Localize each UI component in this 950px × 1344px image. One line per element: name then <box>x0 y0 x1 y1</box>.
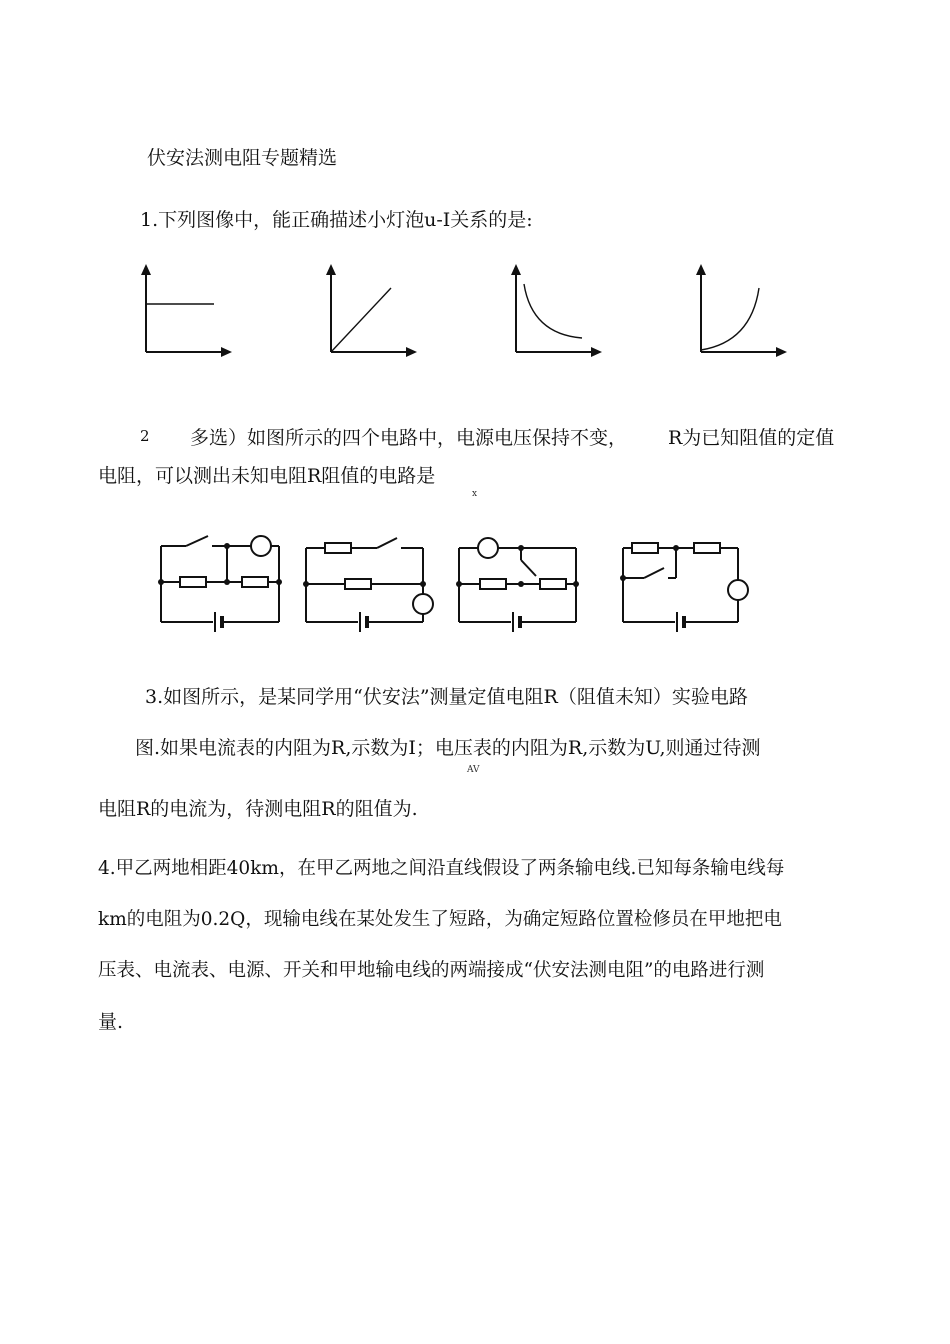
circuit-a <box>150 530 290 640</box>
question-1-text: 1.下列图像中，能正确描述小灯泡u-I关系的是: <box>140 209 533 231</box>
question-3-line3: 电阻R的电流为，待测电阻R的阻值为. <box>98 798 418 820</box>
question-4-line4: 量. <box>98 1011 124 1033</box>
question-2-number: 2 <box>140 427 150 445</box>
graph-b-straight-line <box>315 262 425 362</box>
graph-a-horizontal-line <box>130 262 240 362</box>
circuit-b <box>295 530 445 640</box>
question-2-line1: 多选）如图所示的四个电路中，电源电压保持不变， <box>190 427 628 449</box>
question-4-line3: 压表、电流表、电源、开关和甲地输电线的两端接成“伏安法测电阻”的电路进行测 <box>98 960 765 981</box>
circuit-d <box>612 530 762 640</box>
question-3-line1: 3.如图所示，是某同学用“伏安法”测量定值电阻R（阻值未知）实验电路 <box>145 686 748 708</box>
question-2-line1-end: R为已知阻值的定值 <box>668 427 835 449</box>
page-title: 伏安法测电阻专题精选 <box>147 147 338 169</box>
question-4-line2: km的电阻为0.2Q，现输电线在某处发生了短路，为确定短路位置检修员在甲地把电 <box>98 909 782 930</box>
graph-c-decreasing-curve <box>500 262 610 362</box>
graph-d-increasing-curve <box>685 262 795 362</box>
subscript-av: AV <box>467 765 480 775</box>
circuit-c <box>448 530 598 640</box>
subscript-x: x <box>472 489 478 499</box>
question-2-line2: 电阻，可以测出未知电阻R阻值的电路是 <box>98 465 436 487</box>
question-3-line2: 图.如果电流表的内阻为R,示数为I；电压表的内阻为R,示数为U,则通过待测 <box>135 737 761 759</box>
question-4-line1: 4.甲乙两地相距40km，在甲乙两地之间沿直线假设了两条输电线.已知每条输电线每 <box>98 858 785 879</box>
